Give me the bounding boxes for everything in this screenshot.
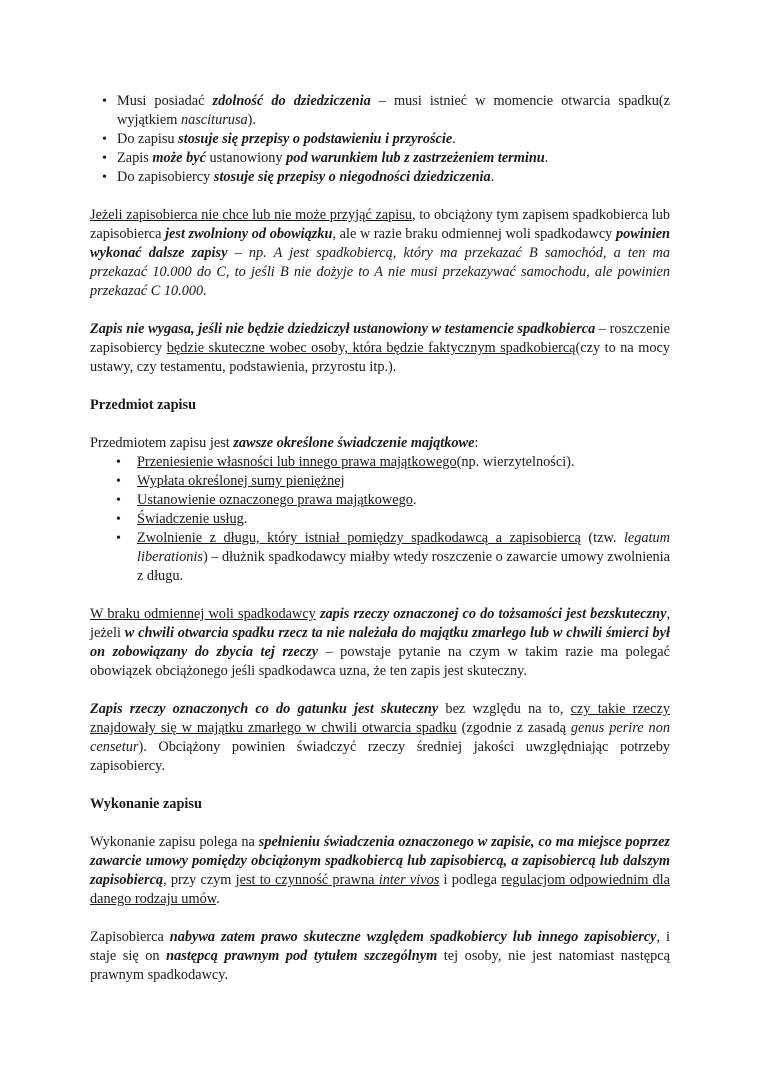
underlined-text: W braku odmiennej woli spadkodawcy bbox=[90, 606, 316, 622]
text: . bbox=[452, 131, 456, 147]
text: (np. wierzytelności). bbox=[456, 454, 575, 470]
emphasis: spełnieniu świadczenia oznaczonego w zapisie, co ma miejsce poprzez zawarcie umowy pomiędzy obciążonym spadkobiercą lub zapisobiercą, a zapisobiercą lub dalszym zapisobiercą bbox=[90, 834, 671, 888]
latin-term: legatum liberationis bbox=[137, 530, 670, 565]
text: i podlega bbox=[439, 872, 502, 888]
example-text: – np. A jest spadkobiercą, który ma przekazać B samochód, a ten ma przekazać 10.000 do C, to jeśli B nie dożyje to A nie musi przekazywać samochodu, ale powinien przekazać C 10.000. bbox=[90, 245, 670, 299]
section-heading: Wykonanie zapisu bbox=[90, 796, 202, 812]
list-item bbox=[90, 529, 670, 586]
emphasis: Zapis nie wygasa, jeśli nie będzie dziedziczył ustanowiony w testamencie spadkobierca bbox=[90, 321, 596, 337]
bullet-list-subject-of-legacy bbox=[90, 453, 670, 586]
paragraph bbox=[90, 605, 670, 681]
underlined-text: Świadczenie usług bbox=[137, 511, 244, 527]
underlined-text: czy takie rzeczy znajdowały się w majątku zmarłego w chwili otwarcia spadku bbox=[90, 701, 670, 736]
emphasis: jest zwolniony od obowiązku bbox=[165, 226, 333, 242]
text: . bbox=[490, 169, 495, 185]
text: ) – dłużnik spadkodawcy miałby wtedy roszczenie o zawarcie umowy zwolnienia z długu. bbox=[137, 549, 670, 584]
paragraph bbox=[90, 833, 670, 909]
text: – roszczenie zapisobiercy bbox=[90, 321, 670, 356]
list-item bbox=[90, 453, 670, 472]
text: . bbox=[216, 891, 220, 907]
text: ustanowiony bbox=[205, 150, 287, 166]
list-item bbox=[90, 510, 670, 529]
emphasis: stosuje się przepisy o podstawieniu i przyroście bbox=[178, 131, 453, 147]
latin-term: inter vivos bbox=[378, 872, 440, 888]
text: – musi istnieć w momencie otwarcia spadku(z wyjątkiem bbox=[117, 93, 670, 128]
text: Do zapisu bbox=[117, 131, 179, 147]
emphasis: może być bbox=[152, 150, 206, 166]
emphasis: zdolność do dziedziczenia bbox=[212, 93, 371, 109]
paragraph bbox=[90, 434, 670, 453]
underlined-text: Zwolnienie z długu, który istniał pomiędzy spadkodawcą a zapisobiercą bbox=[137, 530, 581, 546]
section-heading: Przedmiot zapisu bbox=[90, 397, 197, 413]
emphasis: w chwili otwarcia spadku rzecz ta nie należała do majątku zmarłego lub w chwili śmierci był on zobowiązany do zbycia tej rzeczy bbox=[90, 625, 671, 660]
underlined-text: Przeniesienie własności lub innego prawa majątkowego bbox=[137, 454, 457, 470]
document-page bbox=[90, 92, 670, 985]
text: (czy to na mocy ustawy, czy testamentu, podstawienia, przyrostu itp.). bbox=[90, 340, 670, 375]
text: Musi posiadać bbox=[117, 93, 213, 109]
underlined-text: będzie skuteczne wobec osoby, która będzie faktycznym spadkobiercą bbox=[166, 340, 576, 356]
emphasis: powinien wykonać dalsze zapisy bbox=[90, 226, 670, 261]
text: : bbox=[474, 435, 479, 451]
list-item bbox=[90, 491, 670, 510]
underlined-text: Jeżeli zapisobierca nie chce lub nie może przyjąć zapisu bbox=[90, 207, 412, 223]
paragraph bbox=[90, 320, 670, 377]
emphasis: następcą prawnym pod tytułem szczególnym bbox=[166, 948, 438, 964]
list-item bbox=[90, 130, 670, 149]
text: Wykonanie zapisu polega na bbox=[90, 834, 259, 850]
emphasis: nabywa zatem prawo skuteczne względem spadkobiercy lub innego zapisobiercy bbox=[169, 929, 657, 945]
emphasis: pod warunkiem lub z zastrzeżeniem terminu bbox=[286, 150, 545, 166]
text: Przedmiotem zapisu jest bbox=[90, 435, 234, 451]
text: (tzw. bbox=[580, 530, 624, 546]
text: Do zapisobiercy bbox=[117, 169, 214, 185]
list-item bbox=[90, 168, 670, 187]
text: – powstaje pytanie na czym w takim razie ma polegać obowiązek obciążonego jeśli spadkodawca uzna, że ten zapis jest skuteczny. bbox=[90, 644, 670, 679]
latin-term: nasciturusa bbox=[180, 112, 248, 128]
text: bez względu na to, bbox=[438, 701, 571, 717]
list-item bbox=[90, 92, 670, 130]
emphasis: stosuje się przepisy o niegodności dziedziczenia bbox=[213, 169, 491, 185]
text: . bbox=[412, 492, 417, 508]
text: Zapisobierca bbox=[90, 929, 170, 945]
text: tej osoby, nie jest natomiast następcą prawnym spadkodawcy. bbox=[90, 948, 670, 983]
emphasis: zapis rzeczy oznaczonej co do tożsamości jest bezskuteczny bbox=[315, 606, 667, 622]
text: ). bbox=[247, 112, 257, 128]
latin-term: genus perire non censetur bbox=[90, 720, 670, 755]
list-item bbox=[90, 149, 670, 168]
underlined-text: Ustanowienie oznaczonego prawa majątkowego bbox=[137, 492, 413, 508]
text: , jeżeli bbox=[90, 606, 671, 641]
list-item bbox=[90, 472, 670, 491]
underlined-text: Wypłata określonej sumy pieniężnej bbox=[137, 473, 345, 489]
text: , i staje się on bbox=[90, 929, 671, 964]
underlined-text: jest to czynność prawna bbox=[235, 872, 379, 888]
paragraph bbox=[90, 700, 670, 776]
text: . bbox=[544, 150, 549, 166]
emphasis: zawsze określone świadczenie majątkowe bbox=[233, 435, 475, 451]
bullet-list-legatee-rules bbox=[90, 92, 670, 187]
paragraph bbox=[90, 928, 670, 985]
text: . bbox=[243, 511, 248, 527]
text: ). Obciążony powinien świadczyć rzeczy średniej jakości uwzględniając potrzeby zapisobiercy. bbox=[90, 739, 670, 774]
text: , przy czym bbox=[163, 872, 236, 888]
underlined-text: regulacjom odpowiednim dla danego rodzaju umów bbox=[90, 872, 670, 907]
text: (zgodnie z zasadą bbox=[456, 720, 571, 736]
text: Zapis bbox=[117, 150, 153, 166]
paragraph bbox=[90, 206, 670, 301]
text: , to obciążony tym zapisem spadkobierca lub zapisobierca bbox=[90, 207, 670, 242]
emphasis: Zapis rzeczy oznaczonych co do gatunku jest skuteczny bbox=[90, 701, 439, 717]
text: , ale w razie braku odmiennej woli spadkodawcy bbox=[332, 226, 616, 242]
